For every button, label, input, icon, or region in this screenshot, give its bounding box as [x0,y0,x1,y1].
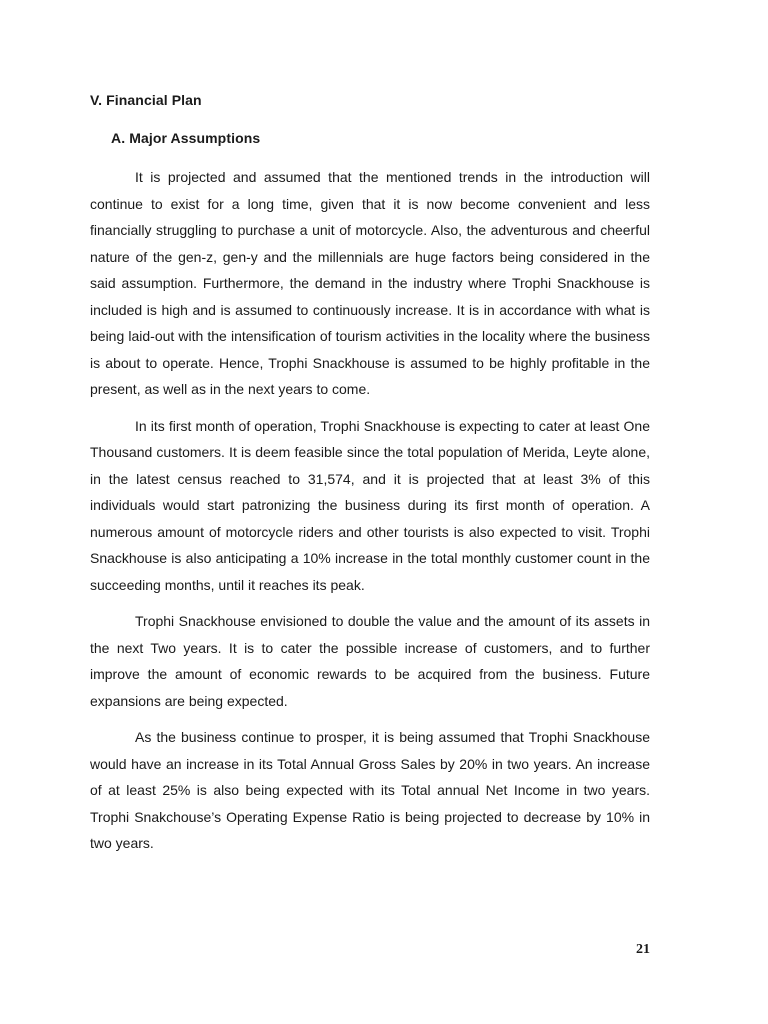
paragraph-1: It is projected and assumed that the mentioned trends in the introduction will continue to exist for a long time, given that it is now become convenient and less financially struggling to purchase a unit of motorcycle. Also, the adventurous and cheerful nature of the gen-z, gen-y and the millennials are huge factors being considered in the said assumption. Furthermore, the demand in the industry where Trophi Snackhouse is included is high and is assumed to continuously increase. It is in accordance with what is being laid-out with the intensification of tourism activities in the locality where the business is about to operate. Hence, Trophi Snackhouse is assumed to be highly profitable in the present, as well as in the next years to come. [90,169,650,397]
page-number: 21 [636,942,650,957]
body-text [90,164,650,867]
subsection-title: A. Major Assumptions [111,130,261,146]
paragraph-4: As the business continue to prosper, it is being assumed that Trophi Snackhouse would have an increase in its Total Annual Gross Sales by 20% in two years. An increase of at least 25% is also being expected with its Total annual Net Income in two years. Trophi Snakchouse’s Operating Expense Ratio is being projected to decrease by 10% in two years. [90,729,650,851]
section-title: V. Financial Plan [90,92,202,108]
paragraph-3: Trophi Snackhouse envisioned to double the value and the amount of its assets in the next Two years. It is to cater the possible increase of customers, and to further improve the amount of economic rewards to be acquired from the business. Future expansions are being expected. [90,613,650,709]
paragraph-2: In its first month of operation, Trophi Snackhouse is expecting to cater at least One Thousand customers. It is deem feasible since the total population of Merida, Leyte alone, in the latest census reached to 31,574, and it is projected that at least 3% of this individuals would start patronizing the business during its first month of operation. A numerous amount of motorcycle riders and other tourists is also expected to visit. Trophi Snackhouse is also anticipating a 10% increase in the total monthly customer count in the succeeding months, until it reaches its peak. [90,417,650,593]
